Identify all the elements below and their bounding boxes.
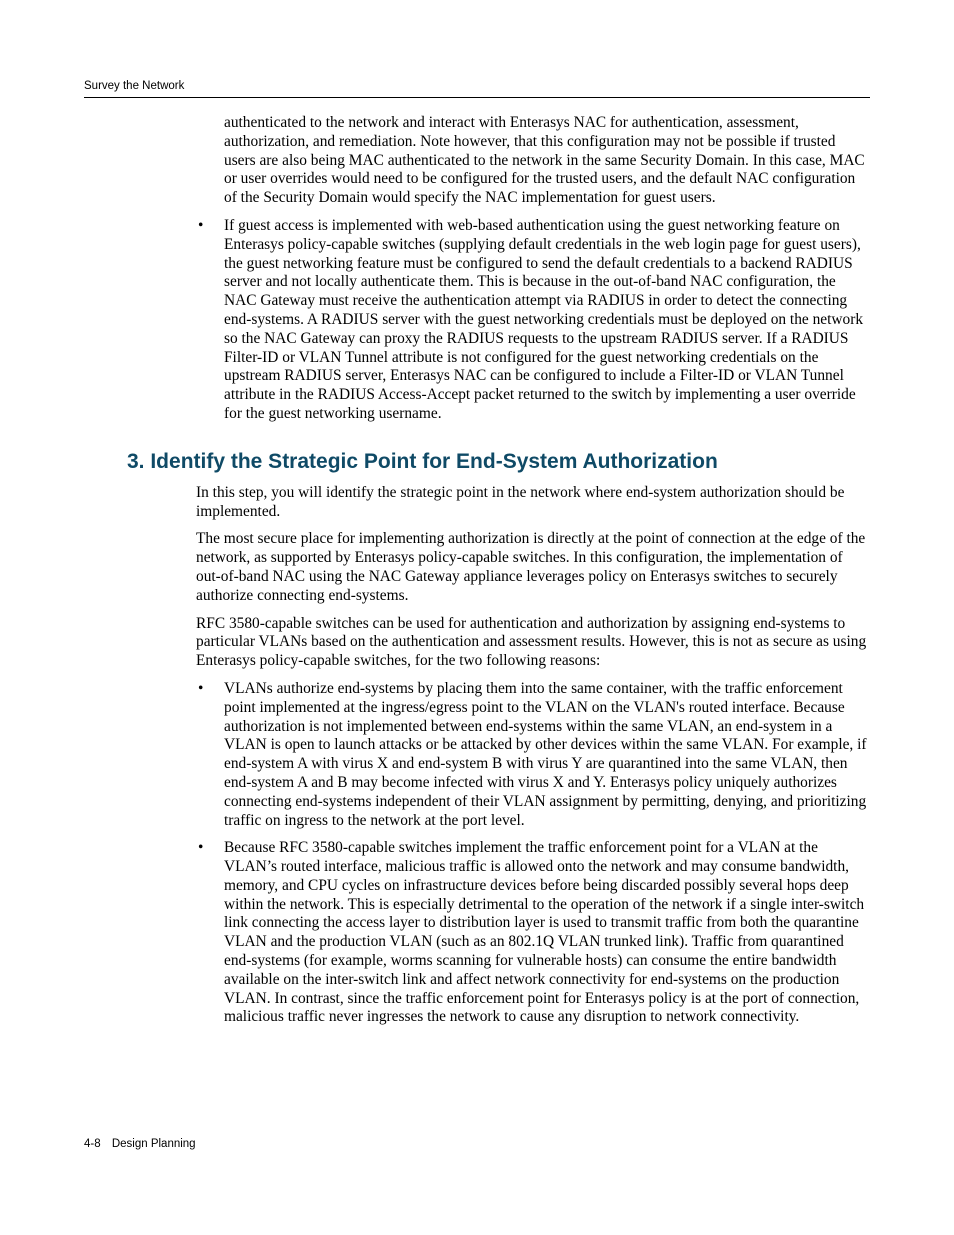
section-paragraph: RFC 3580-capable switches can be used for authentication and authorization by assigning end-systems to particular VLANs based on the authentication and assessment results. However, this is not as secure as using Enterasys policy-capable switches, for the two following reasons: xyxy=(196,614,867,670)
bullet-icon: • xyxy=(198,216,204,234)
page-content xyxy=(0,114,954,1036)
guest-access-bullet-list xyxy=(0,217,954,424)
list-item xyxy=(198,216,870,424)
list-item-text: Because RFC 3580-capable switches implement the traffic enforcement point for a VLAN at the VLAN’s routed interface, malicious traffic is allowed onto the network and may consume bandwidth, memory, and CPU cycles on infrastructure devices before being discarded possibly several hops deep within the network. This is especially detrimental to the operation of the network if a single inter-switch link connecting the access layer to distribution layer is used to transmit traffic from both the quarantine VLAN and the production VLAN (such as an 802.1Q VLAN trunked link). Traffic from quarantined end-systems (for example, worms scanning for vulnerable hosts) can consume the entire bandwidth available on the inter-switch link and affect network connectivity for end-systems on the production VLAN. In contrast, since the traffic enforcement point for Enterasys policy is at the port of connection, malicious traffic never ingresses the network to cause any disruption to network connectivity. xyxy=(224,839,865,1026)
footer-chapter-title: Design Planning xyxy=(111,1138,196,1150)
list-item xyxy=(198,839,870,1027)
section-paragraph: In this step, you will identify the strategic point in the network where end-system authorization should be implemented. xyxy=(196,483,845,520)
page-number: 4-8 xyxy=(84,1138,101,1150)
reasons-bullet-list xyxy=(0,680,954,1027)
running-footer xyxy=(84,1137,196,1151)
continued-paragraph: authenticated to the network and interact with Enterasys NAC for authentication, assessment, authorization, and remediation. Note however, that this configuration may not be possible if trusted users are also being MAC authenticated to the network in the same Security Domain. In this case, MAC or user overrides would need to be configured for the trusted users, and the default NAC configuration of the Security Domain would specify the NAC implementation for guest users. xyxy=(224,114,865,207)
bullet-icon: • xyxy=(198,839,204,857)
section-heading: 3. Identify the Strategic Point for End-System Authorization xyxy=(127,449,718,473)
header-title: Survey the Network xyxy=(84,80,185,92)
running-header xyxy=(84,79,870,98)
section-paragraph: The most secure place for implementing authorization is directly at the point of connection at the edge of the network, as supported by Enterasys policy-capable switches. In this configuration, the implementation of out-of-band NAC using the NAC Gateway appliance leverages policy on Enterasys switches to securely authorize connecting end-systems. xyxy=(196,530,866,604)
list-item xyxy=(198,679,870,830)
list-item-text: VLANs authorize end-systems by placing them into the same container, with the traffic enforcement point implemented at the ingress/egress point to the VLAN on the VLAN's routed interface. Because authorization is not implemented between end-systems within the same VLAN, an end-system in a VLAN is open to launch attacks or be attacked by other devices within the same VLAN. For example, if end-system A with virus X and end-system B with virus Y are quarantined into the same VLAN, then end-system A and B may become infected with virus X and Y. Enterasys policy uniquely authorizes connecting end-systems independent of their VLAN assignment by permitting, denying, and prioritizing traffic on ingress to the network at the port level. xyxy=(224,679,867,829)
bullet-icon: • xyxy=(198,679,204,697)
list-item-text: If guest access is implemented with web-based authentication using the guest networking feature on Enterasys policy-capable switches (supplying default credentials in the web login page for guest users), the guest networking feature must be configured to send the default credentials to a backend RADIUS server and not locally authenticate them. This is because in the out-of-band NAC configuration, the NAC Gateway must receive the authentication attempt via RADIUS in order to detect the connecting end-systems. A RADIUS server with the guest networking credentials must be deployed on the network so the NAC Gateway can proxy the RADIUS requests to the upstream RADIUS server. If a RADIUS Filter-ID or VLAN Tunnel attribute is not configured for the guest networking credentials on the upstream RADIUS server, Enterasys NAC can be configured to include a Filter-ID or VLAN Tunnel attribute in the RADIUS Access-Accept packet returned to the switch by implementing a user override for the guest networking username. xyxy=(224,216,864,422)
